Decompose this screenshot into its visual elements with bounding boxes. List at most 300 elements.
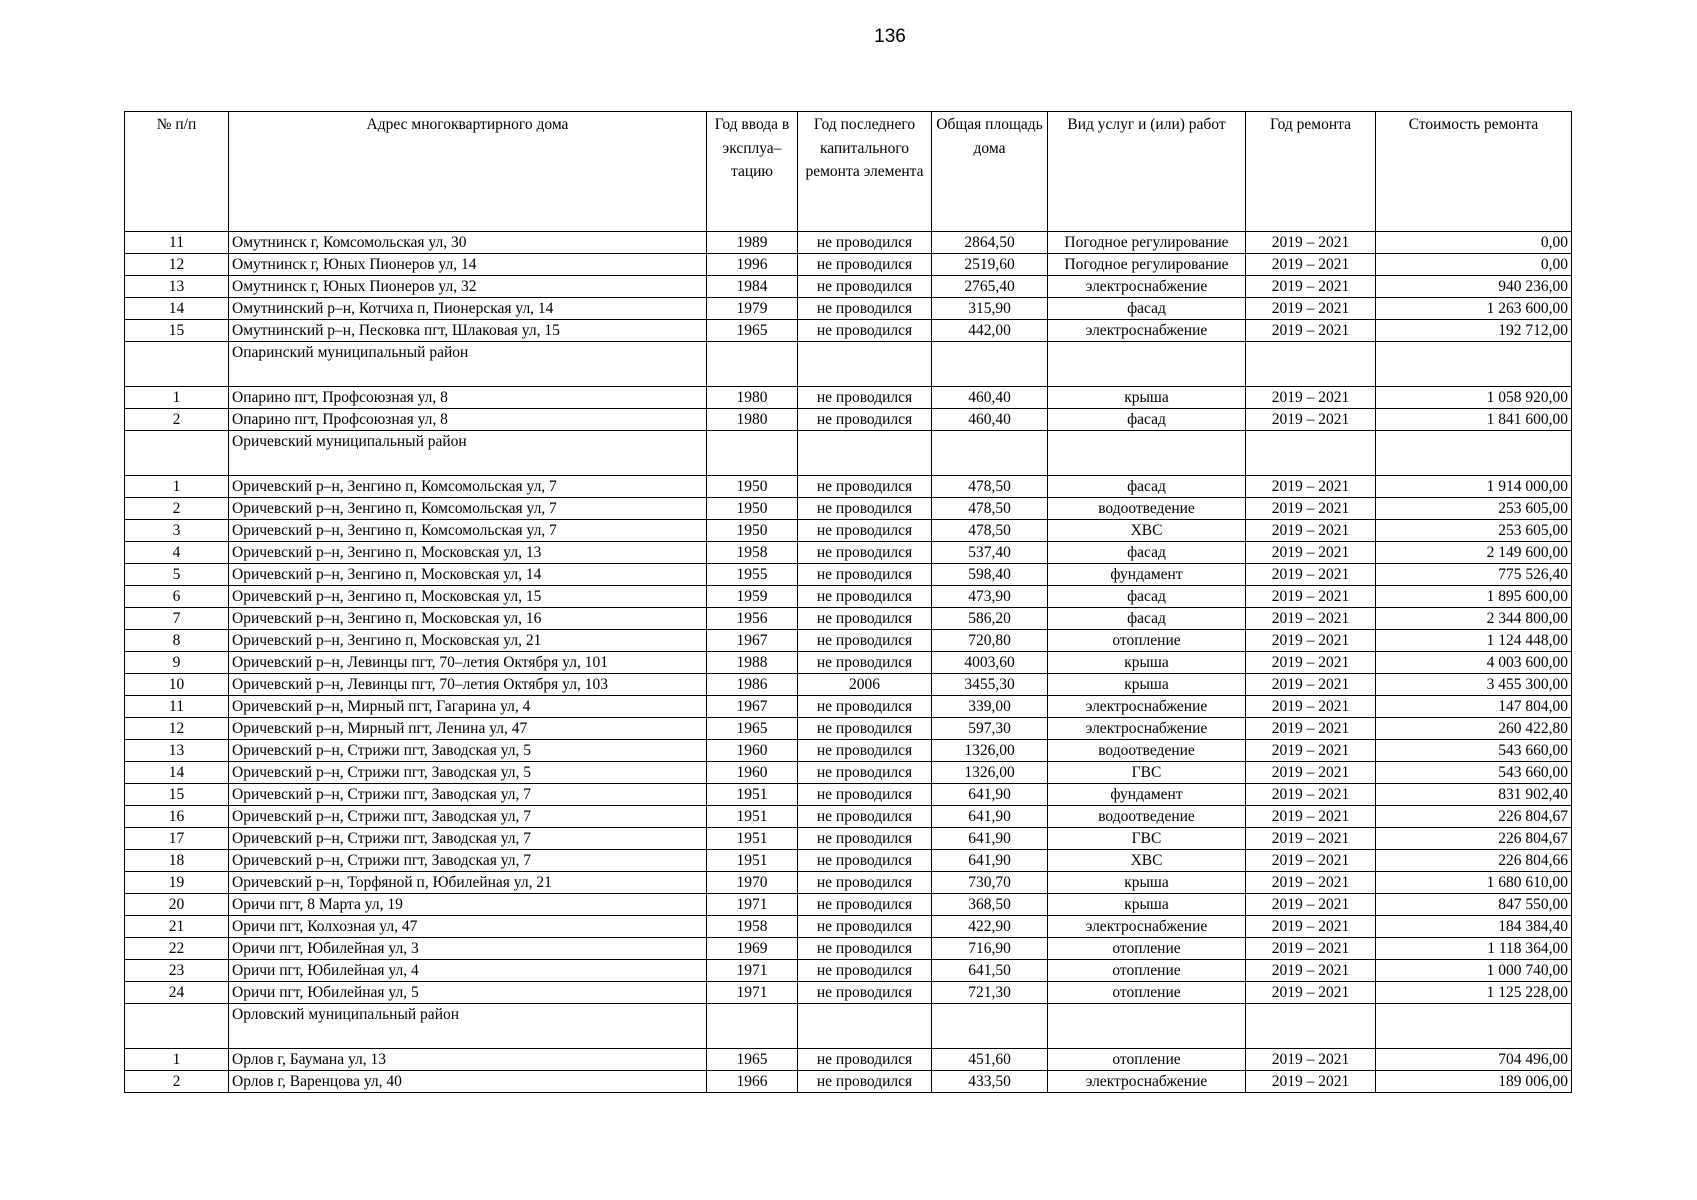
table-row <box>125 872 1572 894</box>
cell-area: 3455,30 <box>932 674 1048 696</box>
cell-last-repair: не проводился <box>798 320 932 342</box>
district-row <box>125 1004 1572 1049</box>
cell-repair-years: 2019 – 2021 <box>1246 696 1376 718</box>
table-row <box>125 520 1572 542</box>
header-num: № п/п <box>125 112 229 232</box>
empty-cell <box>707 342 798 387</box>
cell-address: Оричи пгт, Юбилейная ул, 3 <box>229 938 707 960</box>
empty-cell <box>125 1004 229 1049</box>
cell-year-built: 1950 <box>707 520 798 542</box>
table-row <box>125 938 1572 960</box>
cell-cost: 1 124 448,00 <box>1376 630 1572 652</box>
cell-year-built: 1956 <box>707 608 798 630</box>
empty-cell <box>125 342 229 387</box>
cell-num: 23 <box>125 960 229 982</box>
cell-repair-years: 2019 – 2021 <box>1246 894 1376 916</box>
cell-service: фасад <box>1048 586 1246 608</box>
cell-repair-years: 2019 – 2021 <box>1246 872 1376 894</box>
cell-address: Орлов г, Баумана ул, 13 <box>229 1049 707 1071</box>
cell-area: 315,90 <box>932 298 1048 320</box>
cell-service: электроснабжение <box>1048 1071 1246 1093</box>
cell-num: 12 <box>125 718 229 740</box>
empty-cell <box>798 431 932 476</box>
table-row <box>125 1071 1572 1093</box>
cell-area: 478,50 <box>932 520 1048 542</box>
cell-repair-years: 2019 – 2021 <box>1246 498 1376 520</box>
cell-service: ГВС <box>1048 828 1246 850</box>
cell-num: 19 <box>125 872 229 894</box>
cell-address: Орлов г, Варенцова ул, 40 <box>229 1071 707 1093</box>
cell-repair-years: 2019 – 2021 <box>1246 982 1376 1004</box>
cell-address: Оричевский р–н, Стрижи пгт, Заводская ул, 7 <box>229 850 707 872</box>
cell-last-repair: не проводился <box>798 542 932 564</box>
cell-num: 6 <box>125 586 229 608</box>
cell-last-repair: не проводился <box>798 740 932 762</box>
table-row <box>125 298 1572 320</box>
cell-last-repair: не проводился <box>798 784 932 806</box>
cell-area: 641,90 <box>932 828 1048 850</box>
cell-num: 3 <box>125 520 229 542</box>
cell-cost: 226 804,66 <box>1376 850 1572 872</box>
cell-address: Оричевский р–н, Стрижи пгт, Заводская ул, 7 <box>229 828 707 850</box>
cell-repair-years: 2019 – 2021 <box>1246 586 1376 608</box>
cell-address: Опарино пгт, Профсоюзная ул, 8 <box>229 409 707 431</box>
cell-last-repair: не проводился <box>798 498 932 520</box>
header-last-repair: Год последнего капитального ремонта элемента <box>798 112 932 232</box>
table-row <box>125 960 1572 982</box>
cell-cost: 184 384,40 <box>1376 916 1572 938</box>
cell-last-repair: не проводился <box>798 564 932 586</box>
cell-cost: 253 605,00 <box>1376 520 1572 542</box>
cell-cost: 1 914 000,00 <box>1376 476 1572 498</box>
table-row <box>125 1049 1572 1071</box>
cell-address: Оричи пгт, 8 Марта ул, 19 <box>229 894 707 916</box>
cell-num: 14 <box>125 298 229 320</box>
cell-num: 17 <box>125 828 229 850</box>
cell-cost: 226 804,67 <box>1376 806 1572 828</box>
cell-repair-years: 2019 – 2021 <box>1246 762 1376 784</box>
cell-last-repair: не проводился <box>798 1049 932 1071</box>
cell-num: 15 <box>125 320 229 342</box>
cell-repair-years: 2019 – 2021 <box>1246 916 1376 938</box>
cell-address: Оричевский р–н, Мирный пгт, Гагарина ул, 4 <box>229 696 707 718</box>
cell-service: отопление <box>1048 960 1246 982</box>
cell-area: 586,20 <box>932 608 1048 630</box>
cell-repair-years: 2019 – 2021 <box>1246 320 1376 342</box>
empty-cell <box>1246 431 1376 476</box>
cell-year-built: 1970 <box>707 872 798 894</box>
cell-year-built: 1965 <box>707 320 798 342</box>
district-row <box>125 342 1572 387</box>
cell-service: электроснабжение <box>1048 276 1246 298</box>
cell-year-built: 1965 <box>707 718 798 740</box>
cell-cost: 1 680 610,00 <box>1376 872 1572 894</box>
cell-address: Оричевский р–н, Мирный пгт, Ленина ул, 47 <box>229 718 707 740</box>
cell-last-repair: не проводился <box>798 960 932 982</box>
cell-address: Опарино пгт, Профсоюзная ул, 8 <box>229 387 707 409</box>
cell-last-repair: не проводился <box>798 982 932 1004</box>
cell-area: 433,50 <box>932 1071 1048 1093</box>
table-row <box>125 542 1572 564</box>
cell-num: 12 <box>125 254 229 276</box>
table-row <box>125 784 1572 806</box>
cell-last-repair: не проводился <box>798 806 932 828</box>
cell-year-built: 1971 <box>707 894 798 916</box>
cell-area: 641,90 <box>932 850 1048 872</box>
empty-cell <box>1376 431 1572 476</box>
cell-address: Оричевский р–н, Стрижи пгт, Заводская ул, 5 <box>229 762 707 784</box>
table-row <box>125 718 1572 740</box>
table-row <box>125 806 1572 828</box>
cell-num: 21 <box>125 916 229 938</box>
header-cost: Стоимость ремонта <box>1376 112 1572 232</box>
repair-table <box>124 111 1572 1093</box>
cell-year-built: 1971 <box>707 960 798 982</box>
cell-num: 13 <box>125 740 229 762</box>
cell-last-repair: не проводился <box>798 520 932 542</box>
table-row <box>125 674 1572 696</box>
cell-year-built: 1959 <box>707 586 798 608</box>
cell-num: 8 <box>125 630 229 652</box>
cell-cost: 1 058 920,00 <box>1376 387 1572 409</box>
cell-service: крыша <box>1048 674 1246 696</box>
cell-repair-years: 2019 – 2021 <box>1246 564 1376 586</box>
cell-last-repair: не проводился <box>798 630 932 652</box>
cell-address: Оричевский р–н, Стрижи пгт, Заводская ул, 5 <box>229 740 707 762</box>
cell-year-built: 1969 <box>707 938 798 960</box>
cell-last-repair: не проводился <box>798 894 932 916</box>
cell-area: 716,90 <box>932 938 1048 960</box>
cell-service: водоотведение <box>1048 806 1246 828</box>
cell-address: Оричевский р–н, Стрижи пгт, Заводская ул, 7 <box>229 784 707 806</box>
cell-repair-years: 2019 – 2021 <box>1246 254 1376 276</box>
table-row <box>125 564 1572 586</box>
empty-cell <box>1376 1004 1572 1049</box>
cell-num: 7 <box>125 608 229 630</box>
table-row <box>125 586 1572 608</box>
cell-repair-years: 2019 – 2021 <box>1246 806 1376 828</box>
cell-service: фасад <box>1048 409 1246 431</box>
empty-cell <box>1246 1004 1376 1049</box>
cell-cost: 543 660,00 <box>1376 740 1572 762</box>
cell-cost: 1 000 740,00 <box>1376 960 1572 982</box>
cell-service: отопление <box>1048 630 1246 652</box>
cell-cost: 2 149 600,00 <box>1376 542 1572 564</box>
empty-cell <box>1048 431 1246 476</box>
cell-last-repair: не проводился <box>798 762 932 784</box>
cell-service: крыша <box>1048 872 1246 894</box>
cell-service: водоотведение <box>1048 498 1246 520</box>
cell-area: 478,50 <box>932 498 1048 520</box>
empty-cell <box>932 431 1048 476</box>
cell-year-built: 1950 <box>707 476 798 498</box>
cell-num: 22 <box>125 938 229 960</box>
cell-num: 10 <box>125 674 229 696</box>
table-row <box>125 387 1572 409</box>
cell-address: Оричи пгт, Колхозная ул, 47 <box>229 916 707 938</box>
cell-cost: 1 841 600,00 <box>1376 409 1572 431</box>
cell-area: 339,00 <box>932 696 1048 718</box>
cell-address: Оричевский р–н, Стрижи пгт, Заводская ул, 7 <box>229 806 707 828</box>
cell-address: Оричевский р–н, Зенгино п, Комсомольская ул, 7 <box>229 498 707 520</box>
header-area: Общая площадь дома <box>932 112 1048 232</box>
cell-cost: 940 236,00 <box>1376 276 1572 298</box>
cell-address: Омутнинск г, Юных Пионеров ул, 32 <box>229 276 707 298</box>
cell-num: 1 <box>125 1049 229 1071</box>
cell-num: 9 <box>125 652 229 674</box>
cell-area: 442,00 <box>932 320 1048 342</box>
cell-service: водоотведение <box>1048 740 1246 762</box>
cell-area: 2765,40 <box>932 276 1048 298</box>
cell-cost: 189 006,00 <box>1376 1071 1572 1093</box>
cell-repair-years: 2019 – 2021 <box>1246 630 1376 652</box>
table-row <box>125 652 1572 674</box>
cell-service: фундамент <box>1048 564 1246 586</box>
cell-year-built: 1960 <box>707 762 798 784</box>
cell-last-repair: не проводился <box>798 409 932 431</box>
cell-repair-years: 2019 – 2021 <box>1246 718 1376 740</box>
cell-cost: 1 118 364,00 <box>1376 938 1572 960</box>
cell-service: крыша <box>1048 894 1246 916</box>
cell-cost: 4 003 600,00 <box>1376 652 1572 674</box>
cell-service: отопление <box>1048 1049 1246 1071</box>
cell-repair-years: 2019 – 2021 <box>1246 674 1376 696</box>
table-row <box>125 608 1572 630</box>
cell-last-repair: не проводился <box>798 1071 932 1093</box>
cell-last-repair: не проводился <box>798 254 932 276</box>
table-row <box>125 828 1572 850</box>
cell-area: 1326,00 <box>932 762 1048 784</box>
cell-last-repair: не проводился <box>798 872 932 894</box>
cell-address: Омутнинский р–н, Песковка пгт, Шлаковая ул, 15 <box>229 320 707 342</box>
cell-cost: 1 125 228,00 <box>1376 982 1572 1004</box>
table-row <box>125 850 1572 872</box>
empty-cell <box>1048 342 1246 387</box>
cell-last-repair: не проводился <box>798 232 932 254</box>
cell-last-repair: не проводился <box>798 298 932 320</box>
cell-year-built: 1989 <box>707 232 798 254</box>
page-number: 136 <box>874 26 906 47</box>
cell-service: ГВС <box>1048 762 1246 784</box>
cell-repair-years: 2019 – 2021 <box>1246 1071 1376 1093</box>
cell-cost: 1 895 600,00 <box>1376 586 1572 608</box>
header-row <box>125 112 1572 232</box>
cell-repair-years: 2019 – 2021 <box>1246 850 1376 872</box>
cell-area: 473,90 <box>932 586 1048 608</box>
cell-cost: 260 422,80 <box>1376 718 1572 740</box>
empty-cell <box>798 1004 932 1049</box>
cell-repair-years: 2019 – 2021 <box>1246 784 1376 806</box>
cell-year-built: 1950 <box>707 498 798 520</box>
cell-cost: 704 496,00 <box>1376 1049 1572 1071</box>
cell-num: 13 <box>125 276 229 298</box>
cell-year-built: 1971 <box>707 982 798 1004</box>
cell-service: электроснабжение <box>1048 916 1246 938</box>
cell-repair-years: 2019 – 2021 <box>1246 652 1376 674</box>
cell-address: Оричевский р–н, Зенгино п, Московская ул, 14 <box>229 564 707 586</box>
table-row <box>125 630 1572 652</box>
cell-service: фасад <box>1048 608 1246 630</box>
cell-service: Погодное регулирование <box>1048 254 1246 276</box>
cell-cost: 3 455 300,00 <box>1376 674 1572 696</box>
cell-repair-years: 2019 – 2021 <box>1246 276 1376 298</box>
cell-service: Погодное регулирование <box>1048 232 1246 254</box>
cell-cost: 1 263 600,00 <box>1376 298 1572 320</box>
cell-area: 1326,00 <box>932 740 1048 762</box>
cell-repair-years: 2019 – 2021 <box>1246 387 1376 409</box>
cell-address: Омутнинск г, Юных Пионеров ул, 14 <box>229 254 707 276</box>
table-row <box>125 762 1572 784</box>
cell-service: отопление <box>1048 938 1246 960</box>
cell-cost: 226 804,67 <box>1376 828 1572 850</box>
cell-year-built: 1960 <box>707 740 798 762</box>
cell-area: 2519,60 <box>932 254 1048 276</box>
cell-year-built: 1965 <box>707 1049 798 1071</box>
cell-repair-years: 2019 – 2021 <box>1246 828 1376 850</box>
cell-year-built: 1951 <box>707 828 798 850</box>
table-row <box>125 696 1572 718</box>
cell-year-built: 1988 <box>707 652 798 674</box>
cell-repair-years: 2019 – 2021 <box>1246 520 1376 542</box>
cell-area: 720,80 <box>932 630 1048 652</box>
cell-area: 368,50 <box>932 894 1048 916</box>
district-name: Оричевский муниципальный район <box>229 431 707 476</box>
cell-cost: 192 712,00 <box>1376 320 1572 342</box>
cell-address: Оричевский р–н, Зенгино п, Комсомольская ул, 7 <box>229 520 707 542</box>
cell-num: 1 <box>125 387 229 409</box>
cell-year-built: 1980 <box>707 409 798 431</box>
cell-address: Омутнинский р–н, Котчиха п, Пионерская ул, 14 <box>229 298 707 320</box>
cell-last-repair: не проводился <box>798 850 932 872</box>
cell-last-repair: не проводился <box>798 586 932 608</box>
cell-address: Оричевский р–н, Зенгино п, Московская ул, 13 <box>229 542 707 564</box>
cell-address: Оричевский р–н, Зенгино п, Московская ул, 16 <box>229 608 707 630</box>
cell-repair-years: 2019 – 2021 <box>1246 740 1376 762</box>
table-row <box>125 894 1572 916</box>
cell-address: Омутнинск г, Комсомольская ул, 30 <box>229 232 707 254</box>
table-row <box>125 276 1572 298</box>
cell-repair-years: 2019 – 2021 <box>1246 1049 1376 1071</box>
cell-last-repair: не проводился <box>798 652 932 674</box>
cell-service: ХВС <box>1048 850 1246 872</box>
cell-last-repair: не проводился <box>798 608 932 630</box>
cell-repair-years: 2019 – 2021 <box>1246 232 1376 254</box>
cell-num: 11 <box>125 696 229 718</box>
cell-repair-years: 2019 – 2021 <box>1246 409 1376 431</box>
district-name: Опаринский муниципальный район <box>229 342 707 387</box>
cell-area: 4003,60 <box>932 652 1048 674</box>
cell-year-built: 1955 <box>707 564 798 586</box>
cell-year-built: 1986 <box>707 674 798 696</box>
cell-year-built: 1996 <box>707 254 798 276</box>
cell-last-repair: не проводился <box>798 387 932 409</box>
cell-last-repair: 2006 <box>798 674 932 696</box>
empty-cell <box>125 431 229 476</box>
cell-area: 597,30 <box>932 718 1048 740</box>
cell-address: Оричевский р–н, Левинцы пгт, 70–летия Октября ул, 101 <box>229 652 707 674</box>
cell-repair-years: 2019 – 2021 <box>1246 542 1376 564</box>
cell-year-built: 1958 <box>707 916 798 938</box>
cell-address: Оричевский р–н, Левинцы пгт, 70–летия Октября ул, 103 <box>229 674 707 696</box>
cell-service: крыша <box>1048 387 1246 409</box>
cell-last-repair: не проводился <box>798 696 932 718</box>
cell-num: 15 <box>125 784 229 806</box>
cell-address: Оричевский р–н, Торфяной п, Юбилейная ул, 21 <box>229 872 707 894</box>
cell-service: фасад <box>1048 542 1246 564</box>
cell-year-built: 1951 <box>707 806 798 828</box>
cell-last-repair: не проводился <box>798 276 932 298</box>
cell-service: крыша <box>1048 652 1246 674</box>
cell-num: 18 <box>125 850 229 872</box>
cell-cost: 2 344 800,00 <box>1376 608 1572 630</box>
cell-num: 16 <box>125 806 229 828</box>
header-service: Вид услуг и (или) работ <box>1048 112 1246 232</box>
cell-area: 460,40 <box>932 387 1048 409</box>
cell-cost: 775 526,40 <box>1376 564 1572 586</box>
cell-address: Оричевский р–н, Зенгино п, Московская ул, 21 <box>229 630 707 652</box>
cell-repair-years: 2019 – 2021 <box>1246 608 1376 630</box>
cell-service: отопление <box>1048 982 1246 1004</box>
cell-last-repair: не проводился <box>798 828 932 850</box>
cell-area: 422,90 <box>932 916 1048 938</box>
cell-cost: 831 902,40 <box>1376 784 1572 806</box>
table-row <box>125 409 1572 431</box>
cell-year-built: 1966 <box>707 1071 798 1093</box>
cell-num: 24 <box>125 982 229 1004</box>
empty-cell <box>1246 342 1376 387</box>
cell-area: 641,90 <box>932 784 1048 806</box>
table-row <box>125 254 1572 276</box>
cell-num: 2 <box>125 498 229 520</box>
cell-year-built: 1967 <box>707 630 798 652</box>
cell-cost: 847 550,00 <box>1376 894 1572 916</box>
cell-year-built: 1951 <box>707 850 798 872</box>
header-year-built: Год ввода в эксплуа– тацию <box>707 112 798 232</box>
cell-repair-years: 2019 – 2021 <box>1246 298 1376 320</box>
cell-year-built: 1951 <box>707 784 798 806</box>
cell-repair-years: 2019 – 2021 <box>1246 938 1376 960</box>
table-row <box>125 982 1572 1004</box>
cell-address: Оричевский р–н, Зенгино п, Комсомольская ул, 7 <box>229 476 707 498</box>
cell-area: 478,50 <box>932 476 1048 498</box>
table-row <box>125 740 1572 762</box>
cell-area: 598,40 <box>932 564 1048 586</box>
cell-area: 641,50 <box>932 960 1048 982</box>
cell-service: фундамент <box>1048 784 1246 806</box>
cell-num: 1 <box>125 476 229 498</box>
cell-num: 14 <box>125 762 229 784</box>
cell-service: ХВС <box>1048 520 1246 542</box>
cell-address: Оричевский р–н, Зенгино п, Московская ул, 15 <box>229 586 707 608</box>
table-row <box>125 232 1572 254</box>
cell-year-built: 1967 <box>707 696 798 718</box>
empty-cell <box>707 431 798 476</box>
cell-service: фасад <box>1048 476 1246 498</box>
cell-num: 5 <box>125 564 229 586</box>
header-repair-years: Год ремонта <box>1246 112 1376 232</box>
cell-service: электроснабжение <box>1048 320 1246 342</box>
cell-year-built: 1979 <box>707 298 798 320</box>
cell-cost: 147 804,00 <box>1376 696 1572 718</box>
cell-area: 721,30 <box>932 982 1048 1004</box>
cell-area: 537,40 <box>932 542 1048 564</box>
cell-repair-years: 2019 – 2021 <box>1246 476 1376 498</box>
empty-cell <box>1048 1004 1246 1049</box>
cell-year-built: 1958 <box>707 542 798 564</box>
cell-last-repair: не проводился <box>798 476 932 498</box>
cell-repair-years: 2019 – 2021 <box>1246 960 1376 982</box>
empty-cell <box>932 342 1048 387</box>
